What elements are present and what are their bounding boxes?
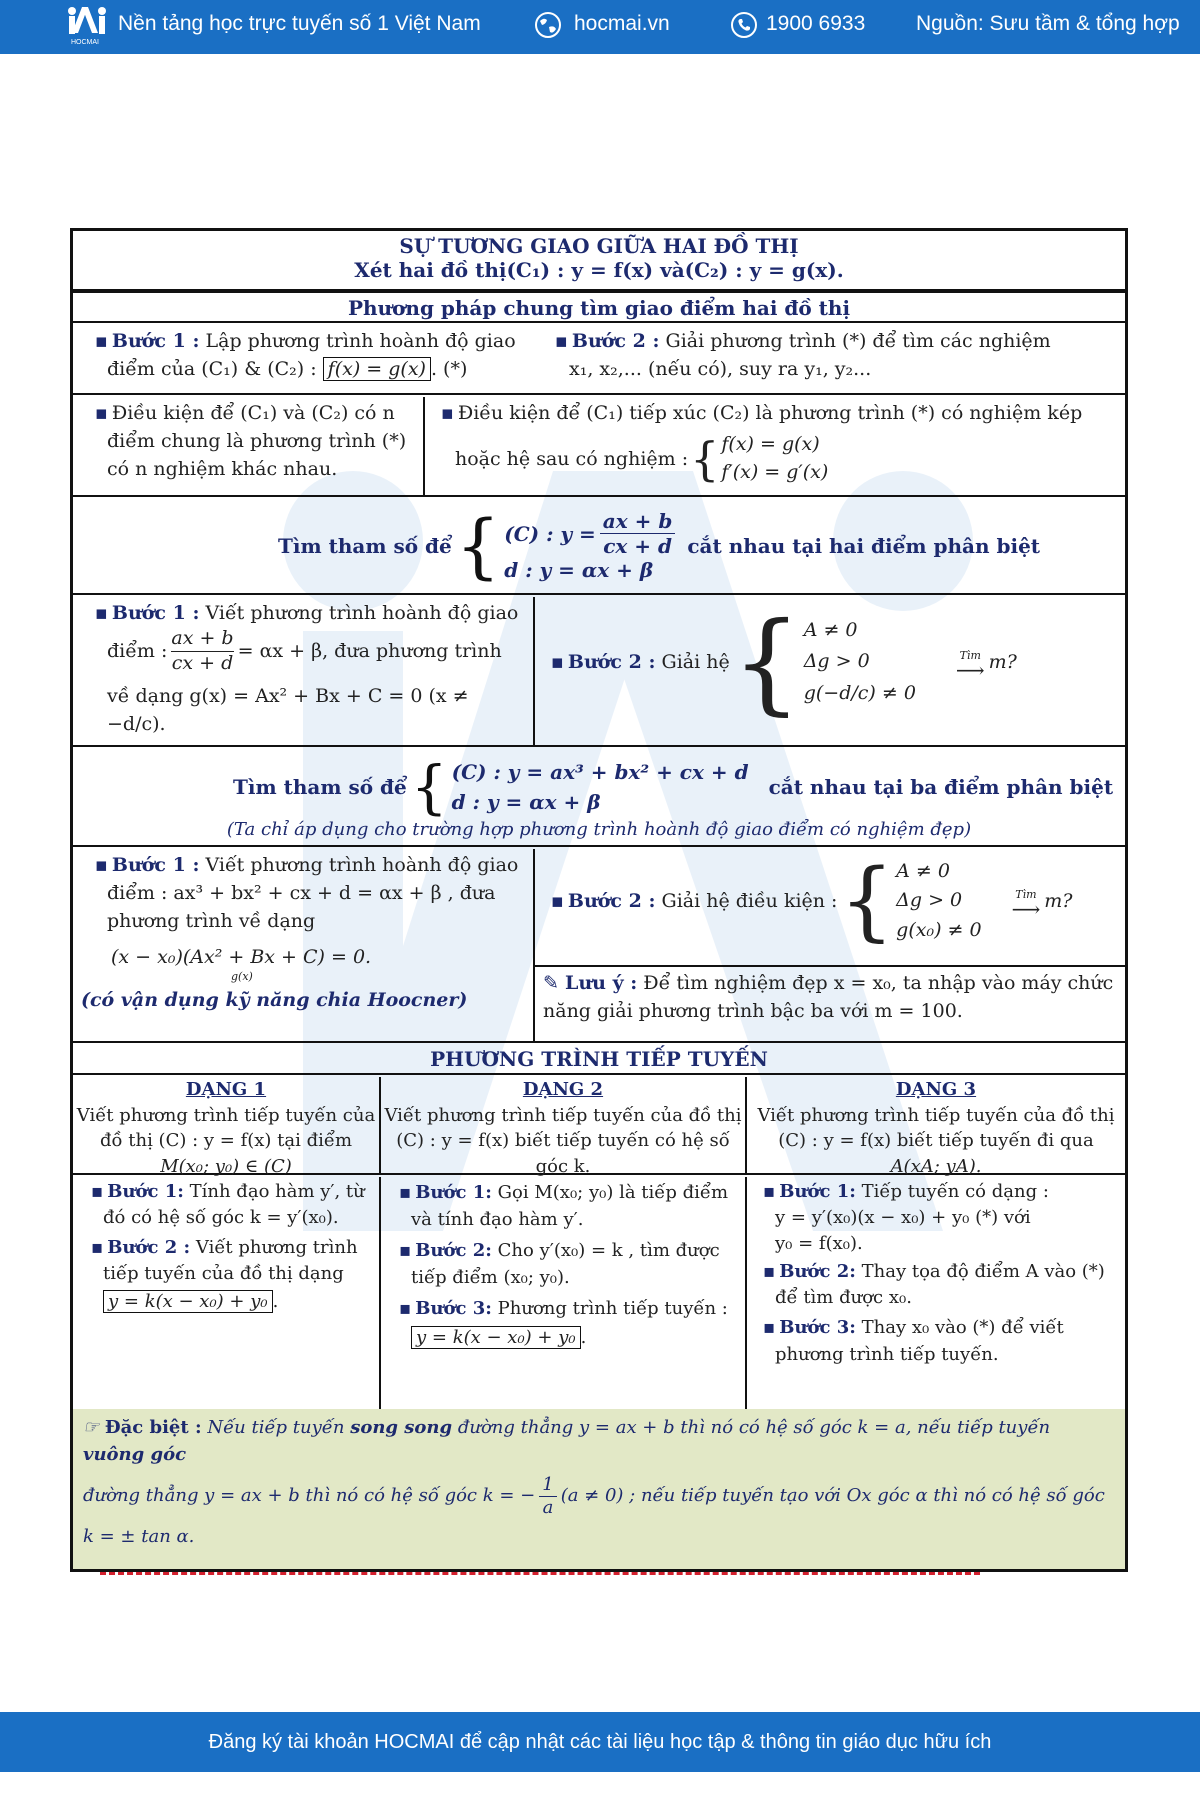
three-points-step2-text: Giải hệ điều kiện : (661, 890, 838, 913)
tangent-type-2 (381, 1077, 745, 1177)
globe-icon (534, 11, 562, 39)
tangent-type-3-heading: DẠNG 3 (895, 1079, 977, 1100)
conditions-divider (423, 397, 425, 495)
header-phone[interactable]: 1900 6933 (766, 12, 866, 35)
three-points-header-row (73, 749, 1125, 847)
tangent3-step2-label: Bước 2: (779, 1261, 856, 1283)
tangent-desc-row (73, 1077, 1125, 1175)
general-step1-label: Bước 1 : (111, 330, 200, 352)
three-points-step1-under: g(x) (231, 970, 253, 984)
general-step1-formula: f(x) = g(x) (323, 357, 431, 381)
tangent-steps-row (73, 1177, 1125, 1409)
two-points-divider (533, 597, 535, 745)
special-bold2: vuông góc (83, 1443, 187, 1465)
tangent1-step2-label: Bước 2 : (107, 1237, 191, 1259)
three-points-result: m? (1044, 890, 1073, 913)
two-points-sys-c: g(−d/c) ≠ 0 (803, 681, 916, 704)
tangent3-step1-text3: y₀ = f(x₀). (775, 1233, 863, 1255)
brace-icon: { (410, 753, 448, 821)
special-text2a: đường thẳng y = ax + b thì nó có hệ số góc k = − (83, 1485, 536, 1507)
three-points-note-text1: Để tìm nghiệm đẹp x = x₀, ta nhập vào máy chức (643, 972, 1114, 994)
two-points-step1 (95, 599, 525, 747)
two-points-step1-label: Bước 1 : (111, 602, 200, 624)
special-box (73, 1409, 1125, 1572)
phone-icon (730, 11, 758, 39)
general-step1-text: Lập phương trình hoành độ giao (205, 330, 516, 352)
tangent2-step3-label: Bước 3: (415, 1298, 492, 1319)
conditions-row (73, 397, 1125, 497)
condition-left-line2: điểm chung là phương trình (*) (107, 430, 407, 453)
brace-icon: { (839, 851, 895, 952)
general-step2-label: Bước 2 : (571, 330, 660, 352)
method-title: Phương pháp chung tìm giao điểm hai đồ thị (347, 296, 851, 320)
tangent3-step3-text: Thay x₀ vào (*) để viết (861, 1317, 1064, 1339)
footer-text[interactable]: Đăng ký tài khoản HOCMAI để cập nhật các tài liệu học tập & thông tin giáo dục hữu ích (208, 1731, 992, 1753)
condition-left-line3: có n nghiệm khác nhau. (107, 458, 338, 481)
arrow-right-icon: ⟶ (955, 658, 985, 683)
three-points-step1-eq: (x − x₀)(Ax² + Bx + C) = 0. (111, 946, 372, 969)
three-points-step1-line3: phương trình về dạng (107, 910, 316, 933)
title-row (73, 231, 1125, 291)
tangent3-step3-text2: phương trình tiếp tuyến. (775, 1343, 999, 1365)
tangent2-step2-label: Bước 2: (415, 1240, 492, 1261)
special-frac-num: 1 (539, 1474, 556, 1497)
tangent-title: PHƯƠNG TRÌNH TIẾP TUYẾN (430, 1047, 768, 1071)
pointing-hand-icon: ☞ (83, 1417, 100, 1438)
sheet-subtitle: Xét hai đồ thị(C₁) : y = f(x) và(C₂) : y = g(x). (354, 258, 844, 282)
two-points-sys-a: A ≠ 0 (803, 618, 858, 641)
tangent2-step2-text2: tiếp điểm (x₀; y₀). (411, 1267, 570, 1288)
tangent-type-2-desc1: Viết phương trình tiếp tuyến của đồ thị (384, 1104, 742, 1126)
pencil-icon: ✎ (543, 972, 559, 994)
tangent-type-1 (73, 1077, 379, 1177)
tangent-type-1-heading: DẠNG 1 (185, 1079, 267, 1100)
general-step2 (555, 327, 1115, 395)
tangent1-step1-text2: đó có hệ số góc k = y′(x₀). (103, 1207, 339, 1229)
two-points-step2-label: Bước 2 : (567, 650, 656, 673)
brace-icon: { (690, 431, 720, 486)
brace-icon: { (455, 504, 501, 587)
tangent1-step1-label: Bước 1: (107, 1181, 184, 1202)
arrow-right-icon: ⟶ (1011, 897, 1041, 922)
formula-sheet (70, 228, 1128, 1572)
tangent3-step1-text2: y = y′(x₀)(x − x₀) + y₀ (*) với (775, 1207, 1031, 1229)
two-points-sys1-num: ax + b (600, 509, 676, 534)
general-step2-text2: x₁, x₂,... (nếu có), suy ra y₁, y₂... (569, 358, 872, 381)
three-points-step1-line1: Viết phương trình hoành độ giao (205, 854, 519, 876)
tangent-type-2-heading: DẠNG 2 (522, 1079, 604, 1100)
two-points-sys2: d : y = αx + β (504, 558, 654, 582)
tangent-type-1-steps: ▪ Bước 1: Tính đạo hàm y′, từ đó có hệ số góc k = y′(x₀). ▪ Bước 2 : Viết phương trình tiếp tuyến của đồ thị dạng y = k(x − x₀) + y₀ . (91, 1179, 375, 1411)
two-points-step2 (551, 598, 1111, 755)
three-points-note: (Ta chỉ áp dụng cho trường hợp phương trình hoành độ giao điểm có nghiệm đẹp) (226, 819, 972, 840)
two-points-step1-frac-den: cx + d (171, 651, 234, 674)
special-text1b: đường thẳng y = ax + b thì nó có hệ số góc k = a, nếu tiếp tuyến (457, 1417, 1051, 1438)
tangent3-step3-label: Bước 3: (779, 1317, 856, 1339)
tangent2-step2-text: Cho y′(x₀) = k , tìm được (497, 1240, 720, 1261)
tangent-divider-4 (745, 1177, 747, 1409)
tangent-type-2-desc3: góc k. (535, 1155, 591, 1177)
tangent3-step1-text: Tiếp tuyến có dạng : (861, 1181, 1049, 1202)
tangent1-step1-text: Tính đạo hàm y′, từ (189, 1181, 365, 1202)
two-points-sys1-den: cx + d (603, 534, 672, 558)
special-frac-den: a (542, 1496, 554, 1518)
header-site-link[interactable]: hocmai.vn (574, 12, 670, 35)
tangent1-formula: y = k(x − x₀) + y₀ (103, 1290, 273, 1313)
special-label: Đặc biệt : (104, 1417, 202, 1438)
three-points-step1-label: Bước 1 : (111, 854, 200, 876)
tangent-type-1-desc3: M(x₀; y₀) ∈ (C) (160, 1155, 292, 1177)
three-points-sys-a: A ≠ 0 (896, 860, 950, 882)
two-points-sys1-pre: (C) : y = (504, 521, 596, 546)
three-points-sys-b: Δg > 0 (896, 889, 963, 912)
tangent2-formula: y = k(x − x₀) + y₀ (411, 1326, 581, 1349)
two-points-sys-b: Δg > 0 (803, 650, 870, 673)
tangent-type-2-steps: ▪ Bước 1: Gọi M(x₀; y₀) là tiếp điểm và tính đạo hàm y′. ▪ Bước 2: Cho y′(x₀) = k , tìm được tiếp điểm (x₀; y₀). ▪ Bước 3: Phương trình tiếp tuyến : y = k(x − x₀) + y₀ . (399, 1179, 739, 1411)
special-bold1: song song (350, 1417, 453, 1438)
tangent3-step2-text2: để tìm được x₀. (775, 1287, 912, 1309)
two-points-step1-line1: Viết phương trình hoành độ giao (205, 602, 519, 624)
three-points-arrow-label: Tìm (1015, 888, 1037, 902)
tangent2-step1-label: Bước 1: (415, 1182, 492, 1203)
footer-bar[interactable] (0, 1712, 1200, 1772)
two-points-step1-line2-pre: điểm : (107, 640, 168, 663)
condition-tangent (441, 399, 1121, 497)
three-points-note-text2: năng giải phương trình bậc ba với m = 100. (543, 1000, 963, 1023)
two-points-step2-text: Giải hệ (661, 650, 730, 673)
condition-right-line1: ▪ Điều kiện để (C₁) tiếp xúc (C₂) là phương trình (*) có nghiệm kép (441, 399, 1121, 427)
two-points-result: m? (988, 650, 1017, 673)
tangent2-step1-text: Gọi M(x₀; y₀) là tiếp điểm (497, 1182, 729, 1203)
three-points-tail: cắt nhau tại ba điểm phân biệt (768, 775, 1114, 799)
sheet-title: SỰ TƯƠNG GIAO GIỮA HAI ĐỒ THỊ (399, 234, 799, 258)
general-step2-text: Giải phương trình (*) để tìm các nghiệm (665, 330, 1051, 352)
three-points-sys1: (C) : y = ax³ + bx² + cx + d (451, 760, 749, 784)
general-steps-row (73, 325, 1125, 395)
tangent-type-3-desc1: Viết phương trình tiếp tuyến của đồ thị (757, 1104, 1115, 1126)
two-points-lead: Tìm tham số để (278, 533, 452, 558)
logo-text: HOCMAI (71, 39, 99, 46)
brace-icon: { (731, 598, 802, 726)
three-points-step1-line2: điểm : ax³ + bx² + cx + d = αx + β , đưa (107, 882, 496, 905)
condition-sys1: f(x) = g(x) (721, 433, 820, 456)
condition-intersect (95, 399, 425, 497)
tangent-type-3-steps (763, 1179, 1123, 1411)
red-dashed-divider (100, 1572, 980, 1575)
three-points-step2-label: Bước 2 : (567, 890, 656, 913)
condition-left-line1: ▪ Điều kiện để (C₁) và (C₂) có n (95, 399, 425, 427)
tangent-divider-3 (379, 1177, 381, 1409)
tangent-type-3 (747, 1077, 1125, 1177)
tangent3-step1-label: Bước 1: (779, 1181, 856, 1202)
three-points-steps-row (73, 849, 1125, 1043)
tangent-title-row (73, 1045, 1125, 1075)
special-text3: k = ± tan α. (83, 1526, 195, 1548)
tangent1-step2-text2: tiếp tuyến của đồ thị dạng (103, 1263, 344, 1285)
three-points-lead: Tìm tham số để (233, 775, 407, 799)
note-divider (533, 965, 1125, 967)
condition-right-line2: hoặc hệ sau có nghiệm : (455, 447, 689, 470)
three-points-note-label: Lưu ý : (564, 972, 638, 994)
two-points-steps-row (73, 597, 1125, 747)
tangent2-step3-text: Phương trình tiếp tuyến : (497, 1298, 728, 1319)
tangent-type-1-desc2: đồ thị (C) : y = f(x) tại điểm (99, 1130, 353, 1152)
header-bar (0, 0, 1200, 54)
tangent-type-2-desc2: (C) : y = f(x) biết tiếp tuyến có hệ số (396, 1130, 730, 1152)
general-step1-text2: điểm của (C₁) & (C₂) : (107, 358, 317, 381)
general-step1-tail: . (*) (430, 358, 468, 381)
special-text2b: (a ≠ 0) ; nếu tiếp tuyến tạo với Ox góc α thì nó có hệ số góc (560, 1485, 1105, 1507)
two-points-step1-frac-num: ax + b (171, 627, 233, 652)
tangent1-step2-text: Viết phương trình (195, 1237, 358, 1259)
tangent-type-3-desc2: (C) : y = f(x) biết tiếp tuyến đi qua (778, 1130, 1094, 1152)
two-points-arrow-label: Tìm (959, 648, 981, 662)
two-points-tail: cắt nhau tại hai điểm phân biệt (687, 533, 1041, 558)
hocmai-logo-icon (62, 5, 108, 47)
method-title-row (73, 291, 1125, 323)
two-points-step1-line3: về dạng g(x) = Ax² + Bx + C = 0 (x ≠ −d/c). (107, 684, 469, 735)
three-points-sys2: d : y = αx + β (451, 790, 601, 814)
special-text1a: Nếu tiếp tuyến (207, 1417, 345, 1438)
tangent3-step2-text: Thay tọa độ điểm A vào (*) (861, 1261, 1105, 1283)
header-slogan: Nền tảng học trực tuyến số 1 Việt Nam (118, 12, 481, 35)
tangent2-step1-text2: và tính đạo hàm y′. (411, 1209, 584, 1230)
three-points-divider (533, 849, 535, 1041)
three-points-hoocner: (có vận dụng kỹ năng chia Hoocner) (81, 989, 468, 1012)
two-points-step1-line2-post: = αx + β, đưa phương trình (237, 640, 502, 663)
header-source: Nguồn: Sưu tầm & tổng hợp (916, 12, 1180, 35)
condition-sys2: f′(x) = g′(x) (721, 460, 829, 483)
three-points-step1 (81, 851, 541, 1043)
two-points-header-row (73, 499, 1125, 595)
general-step1 (95, 327, 575, 395)
three-points-sys-c: g(x₀) ≠ 0 (896, 918, 982, 941)
tangent-type-1-desc1: Viết phương trình tiếp tuyến của (76, 1104, 376, 1126)
tangent-type-3-desc3: A(xA; yA). (890, 1155, 982, 1177)
